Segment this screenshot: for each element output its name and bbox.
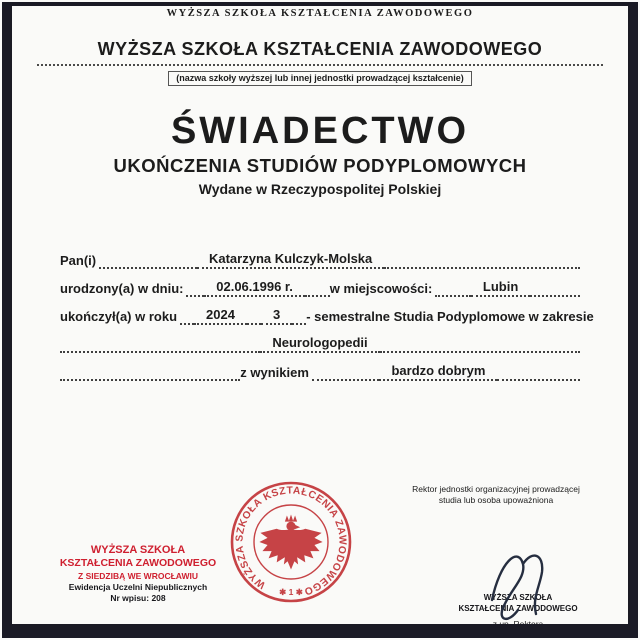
dotted-line	[99, 264, 197, 269]
birth-place-label: w miejscowości:	[329, 280, 433, 296]
dotted-line	[186, 292, 204, 297]
birth-date-value: 02.06.1996 r.	[204, 279, 305, 297]
certificate-subtitle: UKOŃCZENIA STUDIÓW PODYPLOMOWYCH	[113, 154, 527, 176]
form-row-birth	[60, 269, 580, 297]
form-row-program-name	[60, 325, 580, 353]
dotted-line	[380, 348, 580, 353]
recipient-label: Pan(i)	[60, 252, 97, 268]
rector-signature	[474, 538, 584, 630]
certificate-title: ŚWIADECTWO	[170, 110, 470, 152]
dotted-line	[384, 264, 580, 269]
birth-place-value: Lubin	[471, 279, 530, 297]
result-value: bardzo dobrym	[379, 363, 497, 381]
dotted-line	[60, 376, 240, 381]
signer-stamp-line1: WYŻSZA SZKOŁA	[483, 593, 553, 603]
registry-stamp-line4: Ewidencja Uczelni Niepublicznych	[68, 581, 208, 592]
registry-stamp-line3: Z SIEDZIBĄ WE WROCŁAWIU	[78, 570, 198, 581]
signer-note-line2: studia lub osoba upoważniona	[438, 495, 554, 506]
signer-note-line1: Rektor jednostki organizacyjnej prowadzącej	[412, 484, 580, 494]
signer-stamp-line2: KSZTAŁCENIA ZAWODOWEGO	[458, 603, 578, 613]
certificate-form	[60, 241, 594, 381]
program-name-value: Neurologopedii	[260, 335, 379, 353]
dotted-line	[180, 320, 194, 325]
polish-eagle-icon	[259, 514, 322, 569]
school-name: WYŻSZA SZKOŁA KSZTAŁCENIA ZAWODOWEGO	[97, 39, 543, 59]
dotted-line	[305, 292, 330, 297]
top-school-header: WYŻSZA SZKOŁA KSZTAŁCENIA ZAWODOWEGO	[166, 8, 474, 19]
signer-stamp-line3: z up. Rektora	[492, 618, 544, 629]
dotted-line	[247, 320, 261, 325]
form-row-result	[60, 353, 580, 381]
dotted-line	[530, 292, 580, 297]
seal-bottom-mark: ✱ 1 ✱	[279, 587, 303, 597]
certificate-subtitle-2: Wydane w Rzeczypospolitej Polskiej	[198, 180, 442, 197]
signer-authority-note	[386, 484, 606, 507]
program-text: - semestralne Studia Podyplomowe w zakresie	[306, 308, 594, 324]
dotted-line	[60, 348, 260, 353]
registry-stamp-line2: KSZTAŁCENIA ZAWODOWEGO	[59, 557, 217, 570]
dotted-line	[312, 376, 380, 381]
registry-stamp	[56, 543, 220, 604]
form-row-recipient	[60, 241, 580, 269]
result-label: z wynikiem	[240, 364, 309, 380]
semesters-value: 3	[261, 307, 292, 325]
school-name-caption: (nazwa szkoły wyższej lub innej jednostki prowadzącej kształcenie)	[168, 71, 472, 86]
registry-stamp-line1: WYŻSZA SZKOŁA	[90, 543, 186, 556]
completion-label: ukończył(a) w roku	[60, 308, 178, 324]
completion-year-value: 2024	[194, 307, 247, 325]
dotted-line	[292, 320, 306, 325]
official-round-seal	[228, 479, 354, 610]
recipient-name-value: Katarzyna Kulczyk-Molska	[197, 251, 384, 269]
seal-ring-text: WYŻSZA SZKOŁA KSZTAŁCENIA ZAWODOWEGO	[234, 485, 348, 597]
form-row-completion	[60, 297, 594, 325]
dotted-line	[497, 376, 580, 381]
seal-svg	[228, 479, 354, 605]
dotted-line	[435, 292, 471, 297]
registry-stamp-line5: Nr wpisu: 208	[110, 592, 166, 603]
birth-date-label: urodzony(a) w dniu:	[60, 280, 184, 296]
